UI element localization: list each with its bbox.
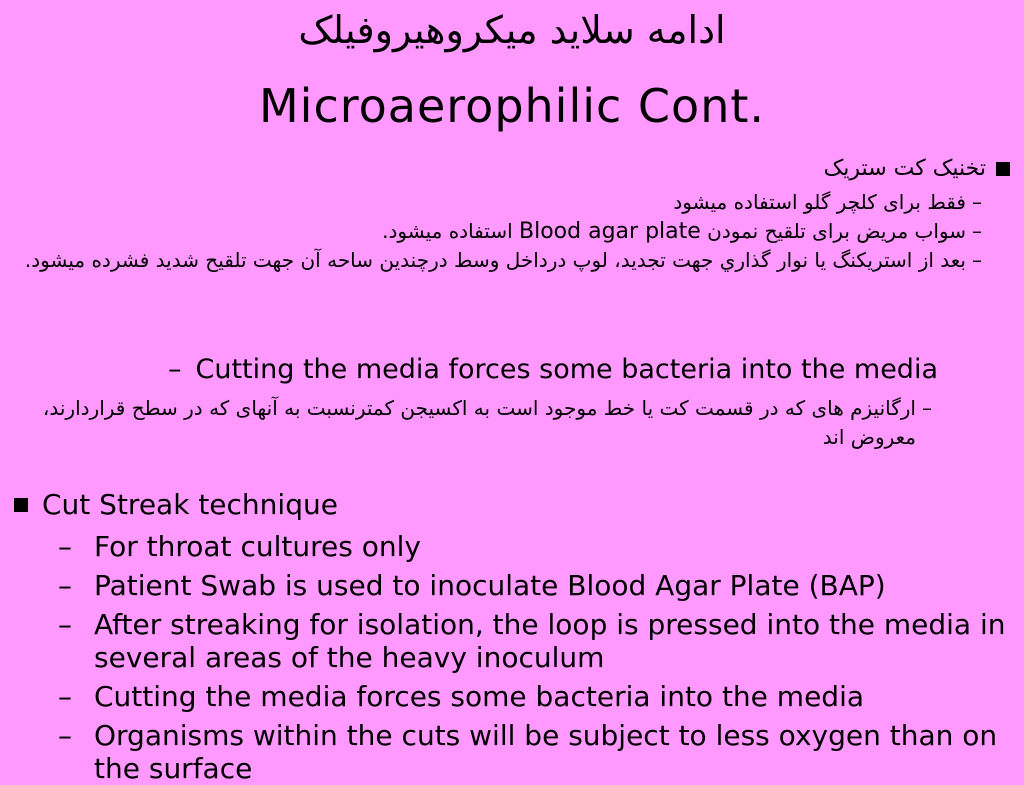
dash-bullet-icon: – — [58, 680, 72, 713]
english-item-text: Patient Swab is used to inoculate Blood Agar Plate (BAP) — [94, 569, 886, 602]
english-list-item — [58, 608, 1014, 674]
english-list-item — [58, 719, 1014, 785]
english-item-text: After streaking for isolation, the loop is pressed into the media in several areas of the heavy inoculum — [94, 608, 1006, 674]
english-item-text: For throat cultures only — [94, 530, 421, 563]
english-heading-text: Cut Streak technique — [42, 488, 338, 521]
slide-title-persian: ادامه سلاید میکروهیروفیلک — [298, 8, 726, 52]
dash-bullet-icon: – — [167, 354, 182, 385]
persian-item-text — [0, 217, 966, 246]
persian-organisms-block — [0, 394, 938, 452]
dash-bullet-icon: – — [972, 248, 982, 272]
persian-item-text: ارگانیزم های که در قسمت کت یا خط موجود است به اکسیجن کمترنسبت به آنهای که در سطح قراردارند، معروض اند — [42, 396, 916, 449]
persian-item-after: استفاده میشود. — [382, 219, 513, 243]
slide-title-english: Microaerophilic Cont. — [258, 79, 766, 133]
dash-bullet-icon: – — [972, 219, 982, 243]
english-heading — [14, 486, 1014, 524]
dash-bullet-icon: – — [58, 530, 72, 563]
persian-heading-text: تخنیک کت ستریک — [823, 156, 986, 181]
persian-list-item — [0, 217, 1010, 246]
dash-bullet-icon: – — [58, 569, 72, 602]
persian-list-item — [0, 246, 1010, 275]
persian-list-item — [0, 394, 938, 452]
dash-bullet-icon: – — [58, 719, 72, 752]
english-line-in-persian-section — [168, 352, 938, 388]
inline-english-term: Blood agar plate — [519, 219, 701, 244]
english-list-item — [58, 680, 1014, 713]
dash-bullet-icon: – — [972, 190, 982, 214]
english-item-text: Organisms within the cuts will be subject to less oxygen than on the surface — [94, 719, 998, 785]
persian-item-text: بعد از استریکنگ یا نوار گذاري جهت تجدید، لوپ درداخل وسط درچندین ساحه آن جهت تلقیح شدید فشرده میشود. — [24, 248, 966, 272]
persian-item-before: سواب مریض برای تلقیح نمودن — [707, 219, 966, 243]
english-list-item — [58, 530, 1014, 563]
persian-list-item — [0, 188, 1010, 217]
english-item-text: Cutting the media forces some bacteria into the media — [94, 680, 865, 713]
english-list-item — [58, 569, 1014, 602]
dash-bullet-icon: – — [922, 396, 932, 420]
dash-bullet-icon: – — [58, 608, 72, 641]
english-section — [14, 486, 1014, 785]
persian-item-text: فقط برای کلچر گلو استفاده میشود — [673, 190, 966, 214]
square-bullet-icon — [996, 162, 1010, 176]
persian-section — [0, 152, 1010, 275]
english-line-text: Cutting the media forces some bacteria into the media — [195, 354, 938, 385]
persian-heading — [0, 152, 1010, 186]
square-bullet-icon — [14, 498, 28, 512]
